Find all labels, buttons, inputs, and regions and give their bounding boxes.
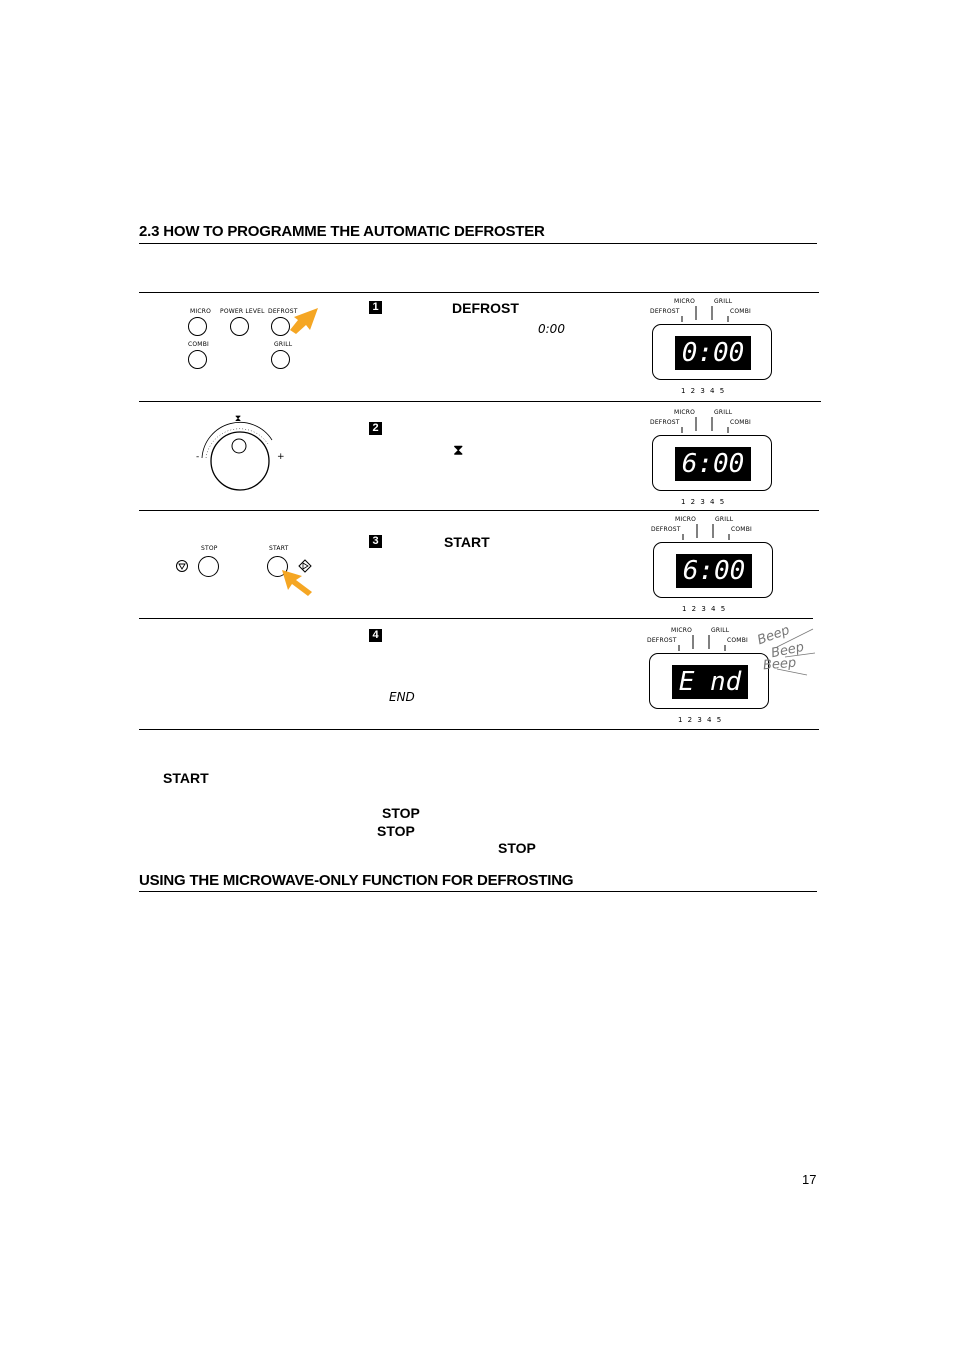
display-screen: E nd [672,665,748,699]
dial-knob[interactable] [192,410,288,496]
step-keyword: START [444,534,490,550]
combi-button[interactable] [188,350,207,369]
table-rule-2 [139,510,819,511]
hourglass-icon: ⧗ [453,441,464,459]
step-number: 2 [369,422,382,435]
power-level-button[interactable] [230,317,249,336]
pointer-arrow-icon [288,306,320,334]
label-grill: GRILL [274,341,293,348]
display-label-combi: COMBI [727,637,748,644]
display-frame [649,653,769,709]
table-rule-1 [139,401,821,402]
display-label-micro: MICRO [674,298,696,305]
indicator-ticks [679,522,739,540]
table-rule-bottom [139,729,819,730]
display-panel [648,407,778,509]
stop-button[interactable] [198,556,219,577]
display-label-combi: COMBI [731,526,752,533]
beep-word: Beep [762,655,797,674]
dial-plus: + [277,452,285,462]
display-label-defrost: DEFROST [651,526,681,533]
note-stop: STOP [377,823,415,839]
display-label-grill: GRILL [715,516,734,523]
indicator-ticks [678,304,738,322]
display-frame [652,435,772,491]
step-number: 4 [369,629,382,642]
label-power-level: POWER LEVEL [220,308,265,315]
display-screen: 6:00 [676,554,752,588]
display-frame [653,542,773,598]
label-micro: MICRO [190,308,212,315]
pointer-arrow-icon [280,568,314,596]
sub-heading: USING THE MICROWAVE-ONLY FUNCTION FOR DEFROSTING [139,872,574,889]
step-keyword: DEFROST [452,300,519,316]
label-stop: STOP [201,545,218,552]
display-panel [649,514,779,616]
display-hint: 0:00 [538,322,565,336]
display-label-combi: COMBI [730,308,751,315]
display-label-micro: MICRO [675,516,697,523]
label-start: START [269,545,289,552]
display-label-combi: COMBI [730,419,751,426]
dial-minus: - [196,452,200,462]
display-label-grill: GRILL [714,409,733,416]
control-panel-buttons [180,300,340,380]
indicator-ticks [675,633,735,651]
beep-word: Beep [769,639,806,662]
power-scale: 1 2 3 4 5 [681,387,726,395]
display-label-grill: GRILL [714,298,733,305]
label-combi: COMBI [188,341,209,348]
micro-button[interactable] [188,317,207,336]
step-number: 3 [369,535,382,548]
label-defrost: DEFROST [268,308,298,315]
display-screen: 0:00 [675,336,751,370]
table-rule-top [139,292,819,293]
stop-icon [175,559,189,573]
display-frame [652,324,772,380]
power-scale: 1 2 3 4 5 [678,716,723,724]
power-scale: 1 2 3 4 5 [681,498,726,506]
stop-start-panel [170,540,320,600]
display-label-micro: MICRO [671,627,693,634]
indicator-ticks [678,415,738,433]
section-heading: 2.3 HOW TO PROGRAMME THE AUTOMATIC DEFROSTER [139,223,545,240]
step-number: 1 [369,301,382,314]
display-label-defrost: DEFROST [650,308,680,315]
note-stop: STOP [382,805,420,821]
page-number: 17 [802,1172,817,1187]
note-stop: STOP [498,840,536,856]
grill-button[interactable] [271,350,290,369]
hourglass-icon: ⧗ [234,414,242,424]
display-label-defrost: DEFROST [650,419,680,426]
sub-heading-rule [139,891,817,892]
display-label-grill: GRILL [711,627,730,634]
display-panel [648,296,778,398]
heading-rule [139,243,817,244]
display-label-micro: MICRO [674,409,696,416]
beep-word: Beep [755,622,792,649]
display-hint: END [389,690,415,704]
power-scale: 1 2 3 4 5 [682,605,727,613]
table-rule-3 [139,618,813,619]
display-screen: 6:00 [675,447,751,481]
display-label-defrost: DEFROST [647,637,677,644]
note-start: START [163,770,209,786]
